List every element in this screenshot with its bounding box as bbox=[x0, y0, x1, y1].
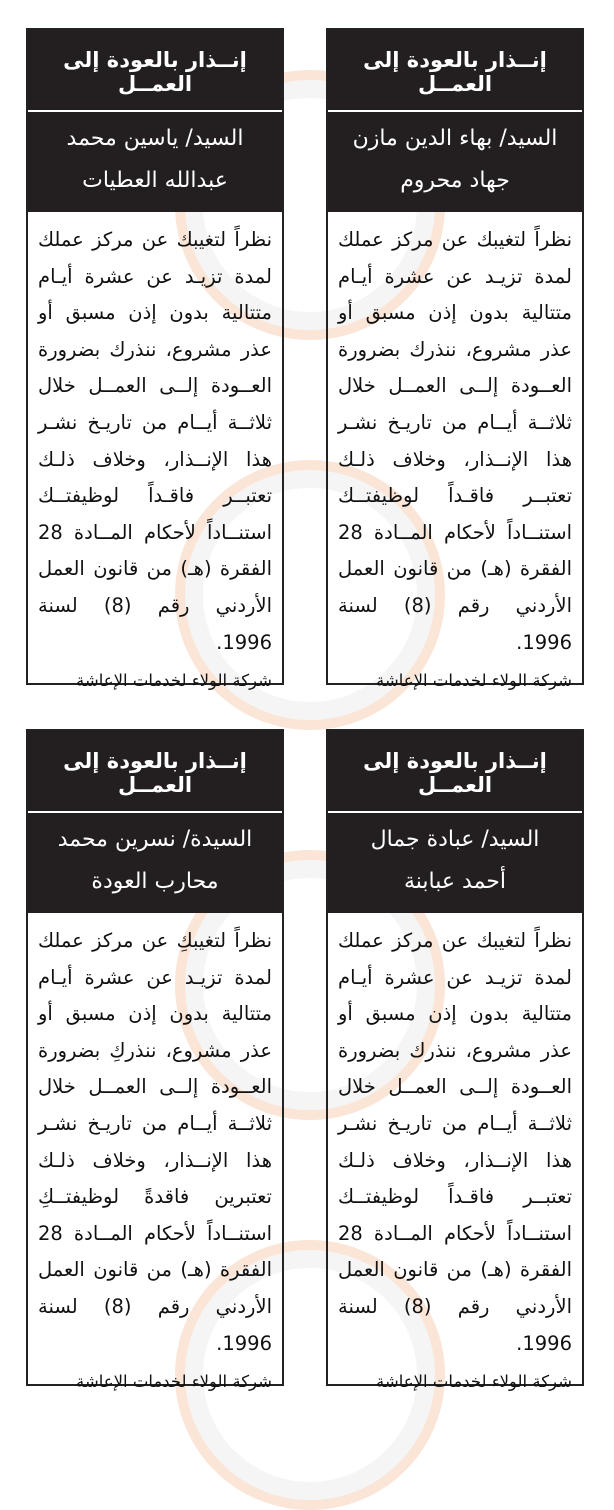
recipient-name-line1: السيد/ بهاء الدين مازن bbox=[352, 126, 558, 151]
notice-body-text: نظراً لتغيبكِ عن مركز عملك لمدة تزيـد عن عشرة أيـام متتالية بدون إذن مسبق أو عذر مشروع، ننذركِ بضرورة العــودة إلــى العمــل خلال ثلاثــة أيــام من تاريـخ نشـر هذا الإنــذار، وخلاف ذلـك تعتبرين فاقدةً لوظيفتــكِ استنــاداً لأحكام المــادة 28 الفقرة (هـ) من قانون العمل الأردني رقم (8) لسنة 1996. bbox=[38, 929, 272, 1355]
notice-card bbox=[26, 28, 284, 691]
notice-company: شركة الولاء لخدمات الإعاشة bbox=[376, 671, 572, 691]
notice-title: إنــذار بالعودة إلى العمــل bbox=[328, 30, 582, 112]
notice-body-text: نظراً لتغيبك عن مركز عملك لمدة تزيـد عن عشرة أيـام متتالية بدون إذن مسبق أو عذر مشروع، ننذرك بضرورة العــودة إلــى العمــل خلال ثلاثــة أيــام من تاريـخ نشـر هذا الإنــذار، وخلاف ذلـك تعتبــر فاقـداً لوظيفتــك استنــاداً لأحكام المــادة 28 الفقرة (هـ) من قانون العمل الأردني رقم (8) لسنة 1996. bbox=[38, 228, 272, 654]
notice-header bbox=[28, 30, 282, 212]
recipient-name-line1: السيد/ عبادة جمال bbox=[370, 827, 540, 852]
notice-title: إنــذار بالعودة إلى العمــل bbox=[328, 731, 582, 813]
notice-card bbox=[326, 28, 584, 691]
notice-title: إنــذار بالعودة إلى العمــل bbox=[28, 731, 282, 813]
notice-card bbox=[26, 729, 284, 1392]
notice-recipient bbox=[328, 112, 582, 212]
notice-body bbox=[28, 913, 282, 1366]
notice-header bbox=[28, 731, 282, 913]
recipient-name-line1: السيد/ ياسين محمد bbox=[66, 126, 244, 151]
recipient-name-line1: السيدة/ نسرين محمد bbox=[57, 827, 253, 852]
notice-body bbox=[328, 913, 582, 1366]
notice-company: شركة الولاء لخدمات الإعاشة bbox=[76, 1372, 272, 1392]
notice-title: إنــذار بالعودة إلى العمــل bbox=[28, 30, 282, 112]
notice-body bbox=[28, 212, 282, 665]
notice-body-text: نظراً لتغيبك عن مركز عملك لمدة تزيـد عن عشرة أيـام متتالية بدون إذن مسبق أو عذر مشروع، ننذرك بضرورة العــودة إلــى العمــل خلال ثلاثــة أيــام من تاريـخ نشـر هذا الإنــذار، وخلاف ذلـك تعتبــر فاقـداً لوظيفتــك استنــاداً لأحكام المــادة 28 الفقرة (هـ) من قانون العمل الأردني رقم (8) لسنة 1996. bbox=[338, 929, 572, 1355]
notice-company: شركة الولاء لخدمات الإعاشة bbox=[76, 671, 272, 691]
notice-body bbox=[328, 212, 582, 665]
recipient-name-line2: أحمد عبابنة bbox=[404, 869, 506, 894]
notice-recipient bbox=[28, 813, 282, 913]
notice-company: شركة الولاء لخدمات الإعاشة bbox=[376, 1372, 572, 1392]
notice-card bbox=[326, 729, 584, 1392]
notice-recipient bbox=[28, 112, 282, 212]
notice-header bbox=[328, 731, 582, 913]
recipient-name-line2: عبدالله العطيات bbox=[82, 168, 228, 193]
notice-body-text: نظراً لتغيبك عن مركز عملك لمدة تزيـد عن عشرة أيـام متتالية بدون إذن مسبق أو عذر مشروع، ننذرك بضرورة العــودة إلــى العمــل خلال ثلاثــة أيــام من تاريـخ نشـر هذا الإنــذار، وخلاف ذلـك تعتبــر فاقـداً لوظيفتــك استنــاداً لأحكام المــادة 28 الفقرة (هـ) من قانون العمل الأردني رقم (8) لسنة 1996. bbox=[338, 228, 572, 654]
notice-header bbox=[328, 30, 582, 212]
recipient-name-line2: جهاد محروم bbox=[400, 168, 510, 193]
recipient-name-line2: محارب العودة bbox=[91, 869, 219, 894]
notice-recipient bbox=[328, 813, 582, 913]
